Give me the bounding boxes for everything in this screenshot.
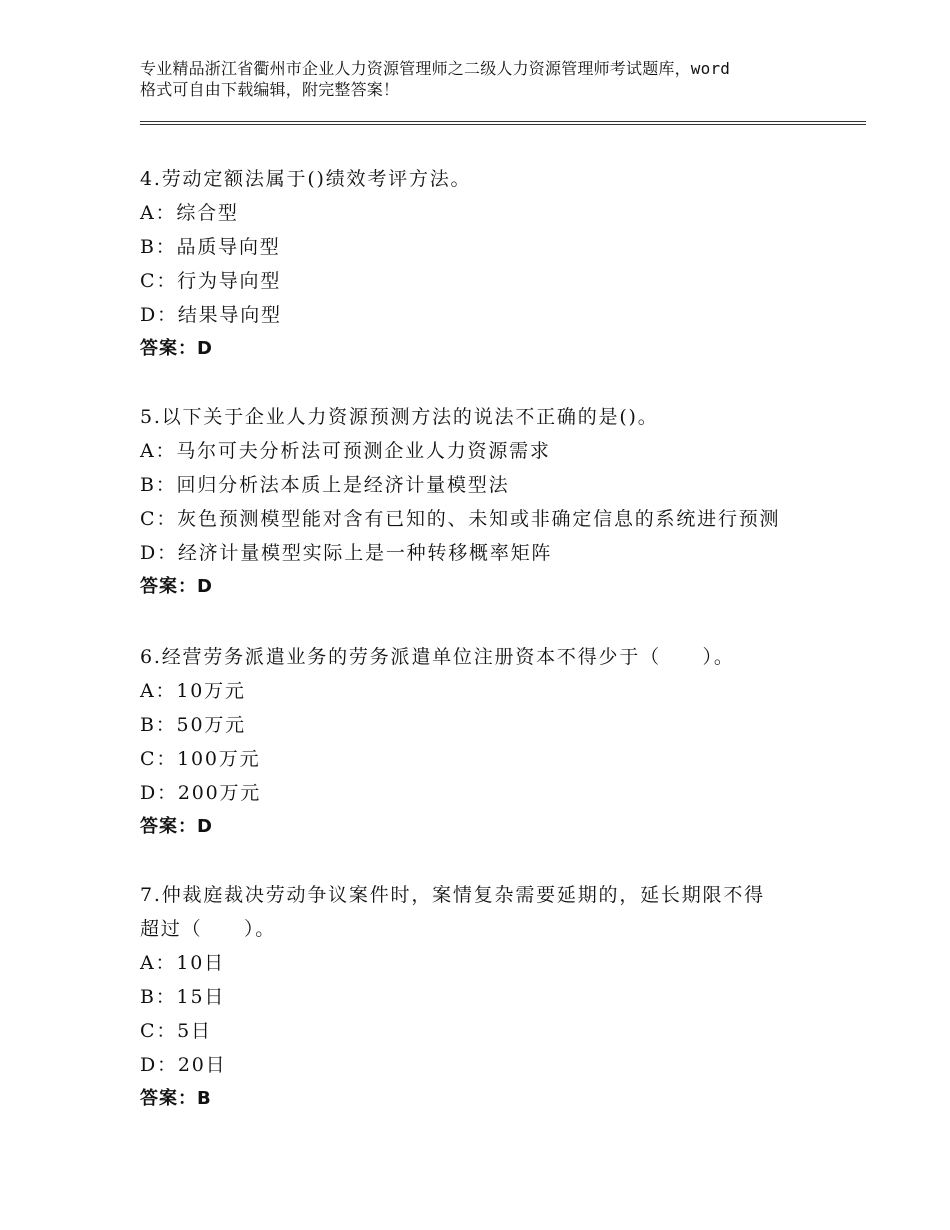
option-c: C：行为导向型 [140, 270, 282, 292]
option-b: B：品质导向型 [140, 236, 281, 258]
option-d: D：结果导向型 [140, 304, 282, 326]
answer: 答案：D [140, 816, 213, 837]
question-stem: 6.经营劳务派遣业务的劳务派遣单位注册资本不得少于（ ）。 [140, 646, 735, 668]
header-divider-bottom [140, 124, 866, 125]
option-a: A：10日 [140, 952, 225, 974]
header-line-2: 格式可自由下载编辑，附完整答案！ [140, 80, 400, 99]
question-7 [140, 878, 840, 1116]
question-stem-line-2: 超过（ ）。 [140, 918, 277, 940]
option-b: B：回归分析法本质上是经济计量模型法 [140, 474, 510, 496]
question-stem: 5.以下关于企业人力资源预测方法的说法不正确的是()。 [140, 406, 659, 428]
option-d: D：经济计量模型实际上是一种转移概率矩阵 [140, 542, 553, 564]
answer: 答案：B [140, 1088, 212, 1109]
option-a: A：10万元 [140, 680, 246, 702]
option-c: C：100万元 [140, 748, 261, 770]
option-c: C：5日 [140, 1020, 212, 1042]
document-header [140, 58, 830, 100]
answer: 答案：D [140, 576, 213, 597]
question-stem: 4.劳动定额法属于()绩效考评方法。 [140, 168, 472, 190]
option-d: D：20日 [140, 1054, 227, 1076]
option-d: D：200万元 [140, 782, 262, 804]
option-b: B：50万元 [140, 714, 246, 736]
option-a: A：马尔可夫分析法可预测企业人力资源需求 [140, 440, 551, 462]
header-divider-top [140, 121, 866, 122]
question-6 [140, 640, 840, 844]
answer: 答案：D [140, 338, 213, 359]
question-5 [140, 400, 840, 604]
option-c: C：灰色预测模型能对含有已知的、未知或非确定信息的系统进行预测 [140, 508, 781, 530]
header-line-1: 专业精品浙江省衢州市企业人力资源管理师之二级人力资源管理师考试题库，word [140, 59, 731, 78]
question-stem-line-1: 7.仲裁庭裁决劳动争议案件时，案情复杂需要延期的，延长期限不得 [140, 884, 765, 906]
question-4 [140, 162, 840, 366]
option-b: B：15日 [140, 986, 226, 1008]
option-a: A：综合型 [140, 202, 239, 224]
